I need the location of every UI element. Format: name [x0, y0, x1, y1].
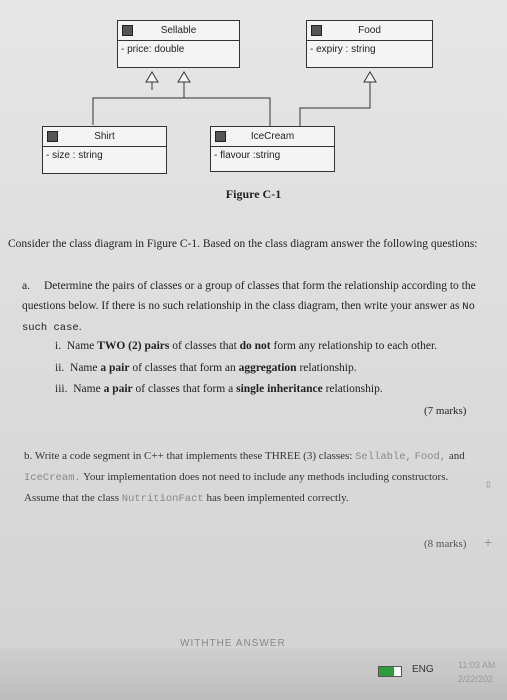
marks-b: (8 marks) [424, 538, 467, 550]
question-label: a. [22, 280, 30, 292]
blurred-heading: WITHTHE ANSWER [180, 638, 286, 649]
sub-question-iii: iii. Name a pair of classes that form a single inheritance relationship. [55, 383, 383, 395]
question-a: a. Determine the pairs of classes or a group of classes that form the relationship according to the questions below. If there is no such relationship in the class diagram, then write your answer as No such case. [22, 280, 476, 334]
clock[interactable]: 11:03 AM 2/22/202 [458, 660, 496, 684]
class-icon [215, 131, 226, 142]
class-name: Sellable [160, 25, 197, 36]
class-name: Food [358, 25, 381, 36]
class-icecream [210, 126, 335, 172]
class-icon [122, 25, 133, 36]
question-label: b. [24, 450, 33, 462]
inheritance-arrow [178, 72, 190, 82]
battery-icon [378, 666, 402, 677]
class-shirt [42, 126, 167, 174]
class-attribute: - expiry : string [310, 44, 376, 55]
code-text: Sellable, [355, 451, 412, 463]
code-text: No such case [22, 301, 475, 334]
class-attribute: - price: double [121, 44, 185, 55]
sub-question-i: i. Name TWO (2) pairs of classes that do not form any relationship to each other. [55, 340, 438, 352]
inheritance-arrow [146, 72, 158, 82]
expand-icon: ⇳ [484, 480, 493, 491]
class-attribute: - size : string [46, 150, 103, 161]
class-attribute: - flavour :string [214, 150, 281, 161]
question-b: b. Write a code segment in C++ that implements these THREE (3) classes: Sellable, Food, and IceCream. Your implementation does not need to include any methods including constructors. Assume that the class NutritionFact has been implemented correctly. [24, 450, 465, 505]
marks-a: (7 marks) [424, 405, 467, 417]
class-icon [311, 25, 322, 36]
intro-paragraph: Consider the class diagram in Figure C-1. Based on the class diagram answer the following questions: [8, 238, 478, 250]
sub-question-ii: ii. Name a pair of classes that form an aggregation relationship. [55, 362, 357, 374]
class-name: Shirt [94, 131, 115, 142]
inheritance-arrow [364, 72, 376, 82]
figure-caption: Figure C-1 [225, 187, 282, 201]
code-text: Food, [414, 451, 447, 463]
class-sellable [117, 20, 240, 68]
class-food [306, 20, 433, 68]
language-indicator[interactable]: ENG [412, 664, 434, 675]
code-text: NutritionFact [121, 493, 204, 505]
class-name: IceCream [250, 131, 295, 142]
class-icon [47, 131, 58, 142]
plus-icon: + [484, 534, 493, 550]
code-text: IceCream. [24, 472, 81, 484]
